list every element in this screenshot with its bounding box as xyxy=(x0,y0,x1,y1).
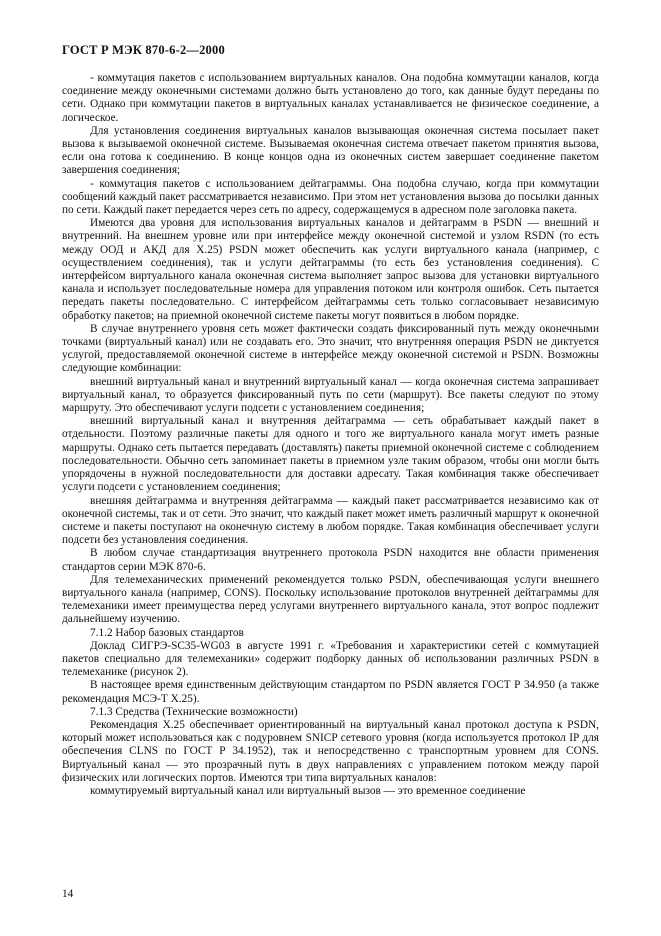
paragraph: внешняя дейтаграмма и внутренняя дейтаграмма — каждый пакет рассматривается независимо как от оконечной системы, так и от сети. Это значит, что каждый пакет может иметь различный маршрут к оконечной системе и пакеты поступают на оконечную систему в любом порядке. Такая комбинация обеспечивает услуги подсети без установления соединения. xyxy=(62,494,599,547)
paragraph: В настоящее время единственным действующим стандартом по PSDN является ГОСТ Р 34.950 (а также рекомендация МСЭ-Т X.25). xyxy=(62,679,599,705)
paragraph: внешний виртуальный канал и внутренний виртуальный канал — когда оконечная система запрашивает виртуальный канал, то образуется фиксированный путь по сети (маршрут). Все пакеты следуют по этому маршруту. Это обеспечивают услуги подсети с установлением соединения; xyxy=(62,375,599,415)
paragraph: В любом случае стандартизация внутреннего протокола PSDN находится вне области применения стандартов серии МЭК 870-6. xyxy=(62,547,599,573)
section-heading: 7.1.3 Средства (Технические возможности) xyxy=(90,705,298,718)
paragraph: Для установления соединения виртуальных каналов вызывающая оконечная система посылает пакет вызова к вызываемой оконечной системе. Вызываемая оконечная система отвечает пакетом принятия вызова, если она готова к соединению. В конце концов одна из оконечных систем завершает соединение пакетом завершения соединения; xyxy=(62,124,599,177)
paragraph: Рекомендация X.25 обеспечивает ориентированный на виртуальный канал протокол доступа к PSDN, который может использоваться как с подуровнем SNICP сетевого уровня (когда используется протокол IP для обеспечения CLNS по ГОСТ Р 34.1952), так и непосредственно с транспортным уровнем для CONS. Виртуальный канал — это прозрачный путь в двух направлениях с управлением потоком между парой физических или логических портов. Имеются три типа виртуальных каналов: xyxy=(62,718,599,784)
paragraph: - коммутация пакетов с использованием виртуальных каналов. Она подобна коммутации каналов, когда соединение между оконечными системами должно быть установлено до того, как данные будут переданы по сети. Однако при коммутации пакетов в виртуальных каналах устанавливается не физическое соединение, а логическое. xyxy=(62,72,599,124)
paragraph: В случае внутреннего уровня сеть может фактически создать фиксированный путь между оконечными точками (виртуальный канал) или не создавать его. Это значит, что внутренняя операция PSDN не диктуется услугой, предоставляемой оконечной системе в интерфейсе между оконечной системой и PSDN. Возможны следующие комбинации: xyxy=(62,322,599,375)
body-text xyxy=(62,72,599,798)
paragraph: - коммутация пакетов с использованием дейтаграммы. Она подобна случаю, когда при коммутации сообщений каждый пакет рассматривается независимо. При этом нет установления вызова до посылки данных по сети. Каждый пакет передается через сеть по адресу, содержащемуся в адресном поле заголовка пакета. xyxy=(62,177,599,217)
paragraph: Имеются два уровня для использования виртуальных каналов и дейтаграмм в PSDN — внешний и внутренний. На внешнем уровне или при интерфейсе между оконечной системой и узлом RSDN (то есть между ООД и АКД для X.25) PSDN может обеспечить как услуги виртуального канала (например, с осуществлением соединения), так и услуги дейтаграммы (то есть без установления соединения). С интерфейсом виртуального канала оконечная система выполняет запрос вызова для установки виртуального канала и использует последовательные номера для управления потоком или контроля ошибок. Сеть пытается передать пакеты последовательно. С интерфейсом дейтаграммы сеть только согласовывает независимую обработку пакетов; на приемной оконечной системе пакеты могут появиться в любом порядке. xyxy=(62,217,599,322)
page-number: 14 xyxy=(62,888,74,900)
standard-header: ГОСТ Р МЭК 870-6-2—2000 xyxy=(62,43,225,57)
paragraph: Для телемеханических применений рекомендуется только PSDN, обеспечивающая услуги внешнего виртуального канала (например, CONS). Поскольку использование протоколов внутренней дейтаграммы для телемеханики имеет преимущества перед услугами внутреннего виртуального канала, этот вопрос подлежит дальнейшему изучению. xyxy=(62,573,599,626)
paragraph: внешний виртуальный канал и внутренняя дейтаграмма — сеть обрабатывает каждый пакет в отдельности. Поэтому различные пакеты для одного и того же виртуального канала могут иметь разные маршруты. Однако сеть пытается передавать (доставлять) пакеты приемной оконечной системе с соблюдением последовательности. Обычно сеть запоминает пакеты в приемном узле таким образом, чтобы они могли быть упорядочены в нужной последовательности для доставки адресату. Такая комбинация также обеспечивает услуги подсети с установлением соединения; xyxy=(62,415,599,494)
paragraph: коммутируемый виртуальный канал или виртуальный вызов — это временное соединение xyxy=(90,784,526,797)
paragraph: Доклад СИГРЭ-SC35-WG03 в августе 1991 г. «Требования и характеристики сетей с коммутацией пакетов специально для телемеханики» содержит подборку данных об использовании различных PSDN в телемеханике (рисунок 2). xyxy=(62,639,599,679)
section-heading: 7.1.2 Набор базовых стандартов xyxy=(90,626,244,639)
